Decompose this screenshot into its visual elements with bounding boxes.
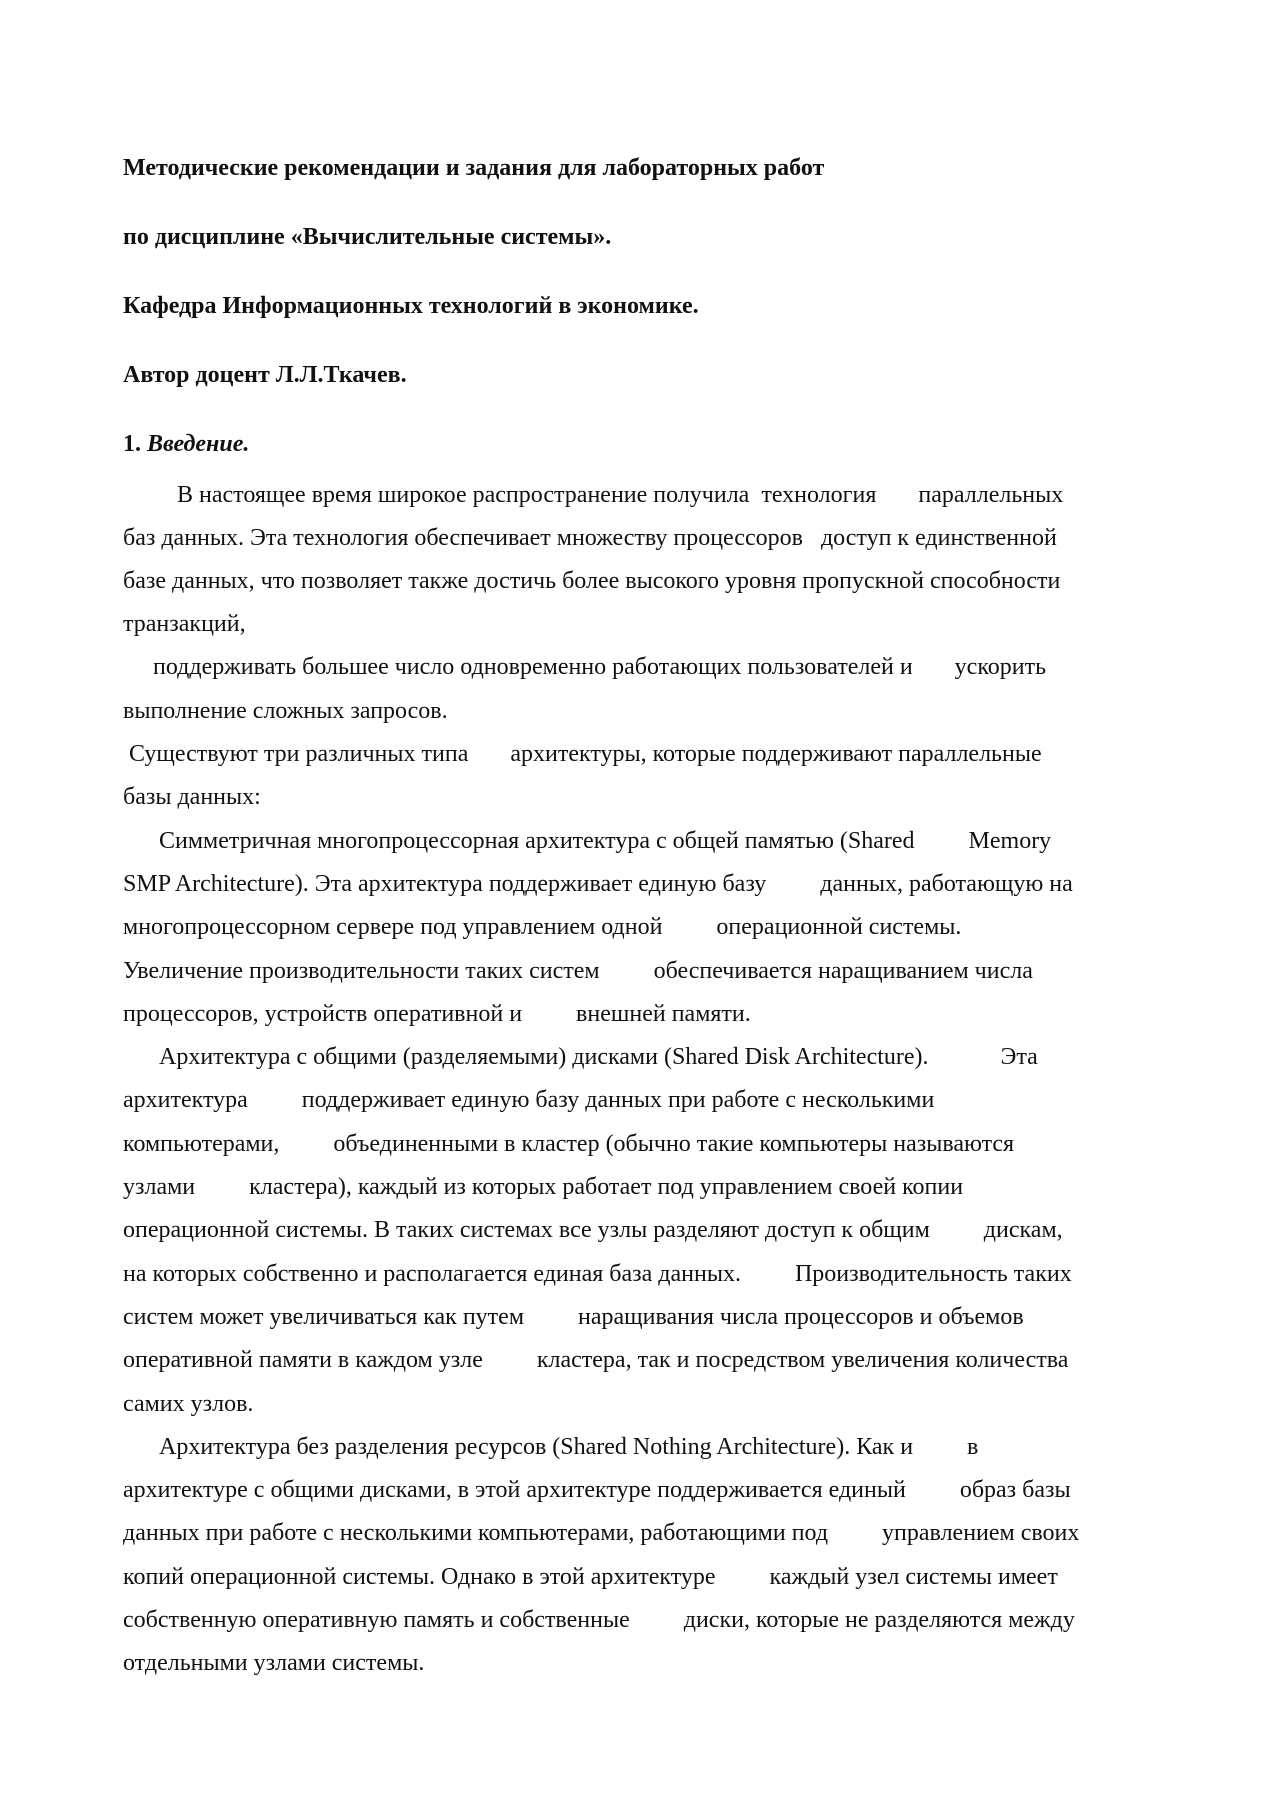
doc-title-line-2: по дисциплине «Вычислительные системы». — [123, 224, 612, 250]
body-line: многопроцессорном сервере под управлением одной операционной системы. — [123, 914, 962, 940]
body-line: архитектура поддерживает единую базу данных при работе с несколькими — [123, 1087, 935, 1113]
body-line: базы данных: — [123, 784, 261, 810]
body-line: Архитектура с общими (разделяемыми) дисками (Shared Disk Architecture). Эта — [123, 1044, 1038, 1070]
body-line: баз данных. Эта технология обеспечивает множеству процессоров доступ к единственной — [123, 525, 1057, 551]
doc-title-line-1: Методические рекомендации и задания для лабораторных работ — [123, 155, 825, 181]
body-line: процессоров, устройств оперативной и внешней памяти. — [123, 1001, 751, 1027]
body-line: SMP Architecture). Эта архитектура поддерживает единую базу данных, работающую на — [123, 871, 1073, 897]
author-line: Автор доцент Л.Л.Ткачев. — [123, 362, 407, 388]
body-line: данных при работе с несколькими компьютерами, работающими под управлением своих — [123, 1520, 1080, 1546]
department-line: Кафедра Информационных технологий в экономике. — [123, 293, 699, 319]
body-line: Архитектура без разделения ресурсов (Shared Nothing Architecture). Как и в — [123, 1434, 979, 1460]
body-line: Симметричная многопроцессорная архитектура с общей памятью (Shared Memory — [123, 828, 1052, 854]
body-line: оперативной памяти в каждом узле кластера, так и посредством увеличения количества — [123, 1347, 1069, 1373]
body-line: отдельными узлами системы. — [123, 1650, 425, 1676]
body-line: операционной системы. В таких системах все узлы разделяют доступ к общим дискам, — [123, 1217, 1063, 1243]
body-line: Увеличение производительности таких систем обеспечивается наращиванием числа — [123, 958, 1033, 984]
body-line: транзакций, — [123, 611, 246, 637]
body-line: выполнение сложных запросов. — [123, 698, 448, 724]
body-line: компьютерами, объединенными в кластер (обычно такие компьютеры называются — [123, 1131, 1015, 1157]
section-title: Введение. — [147, 431, 250, 457]
body-line: архитектуре с общими дисками, в этой архитектуре поддерживается единый образ базы — [123, 1477, 1071, 1503]
body-line: базе данных, что позволяет также достичь более высокого уровня пропускной способности — [123, 568, 1061, 594]
body-line: поддерживать большее число одновременно работающих пользователей и ускорить — [123, 654, 1047, 680]
body-line: узлами кластера), каждый из которых работает под управлением своей копии — [123, 1174, 964, 1200]
body-line: собственную оперативную память и собственные диски, которые не разделяются между — [123, 1607, 1075, 1633]
body-line: Существуют три различных типа архитектуры, которые поддерживают параллельные — [123, 741, 1042, 767]
body-line: копий операционной системы. Однако в этой архитектуре каждый узел системы имеет — [123, 1564, 1058, 1590]
section-heading — [123, 429, 249, 459]
body-line: В настоящее время широкое распространение получила технология параллельных — [123, 482, 1064, 508]
body-line: систем может увеличиваться как путем наращивания числа процессоров и объемов — [123, 1304, 1024, 1330]
body-line: самих узлов. — [123, 1391, 254, 1417]
body-line: на которых собственно и располагается единая база данных. Производительность таких — [123, 1261, 1072, 1287]
section-number: 1. — [123, 431, 147, 457]
